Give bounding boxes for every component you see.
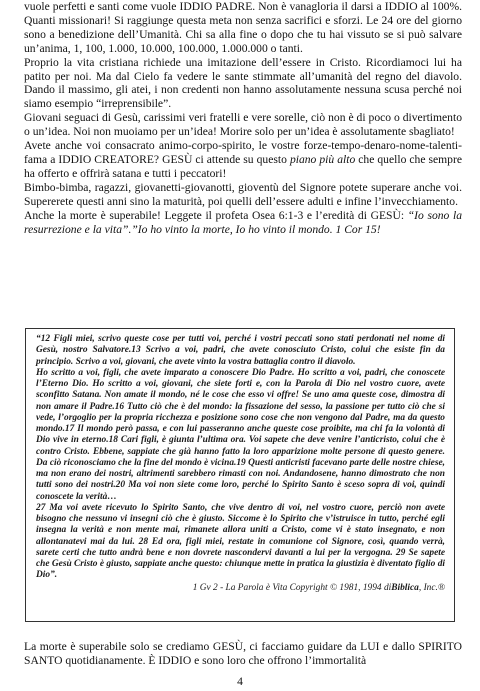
consecration-text: Avete anche voi consacrato animo-corpo-spirito, le vostre forze-tempo-denaro-nome-talenti-fama a IDDIO CREATORE? GESÙ ci attende su questo — [24, 139, 462, 166]
reference-lead: Anche la morte è superabile! Leggete il profeta Osea 6:1-3 e l’eredità di GESÙ: — [24, 208, 408, 222]
paragraph-young-followers: Giovani seguaci di Gesù, carissimi veri fratelli e vere sorelle, ciò non è di poco o divertimento o un’idea. Noi non muoiamo per un’idea! Morire solo per un’idea è assolutamente sbagliato! — [24, 111, 462, 139]
consecration-tail: che quello che sempre ha offerto e offrirà satana e tutti i peccatori! — [24, 152, 462, 180]
scripture-citation — [36, 583, 445, 594]
paragraph-christian-life: Proprio la vita cristiana richiede una imitazione dell’essere in Cristo. Ricordiamoci lui ha patito per noi. Ma dal Cielo fa vedere le sante stimmate all’umanità del regno del diavolo. Dando il massimo, gli atei, i non credenti non hanno assolutamente nessuna scusa perché noi siamo esempio “irreprensibile”. — [24, 55, 462, 111]
italic-emphasis: piano più alto — [289, 152, 356, 166]
closing-paragraph: La morte è superabile solo se crediamo GESÙ, ci facciamo guidare da LUI e dallo SPIRITO SANTO quotidianamente. È IDDIO e sono loro che offrono l’immortalità — [24, 640, 462, 667]
paragraph-youth: Bimbo-bimba, ragazzi, giovanetti-giovanotti, gioventù del Signore potete superare anche voi. Supererete questi anni sino la maturità, poi quelli dell’essere adulti e infine l’invecchiamento. — [24, 180, 462, 208]
paragraph-reference — [24, 209, 462, 237]
scripture-paragraph: Ho scritto a voi, figli, che avete imparato a conoscere Dio Padre. Ho scritto a voi, padri, che conoscete l’Eterno Dio. Ho scritto a voi, giovani, che siete forti e, con la Parola di Dio nel vostro cuore, avete sconfitto Satana. Non amate il mondo, né le cose che esso vi offre! Se uno ama queste cose, dimostra di non amare il Padre.16 Tutto ciò che è del mondo: la fissazione del sesso, la passione per tutto ciò che si vede, l’orgoglio per la propria ricchezza e posizione sono cose che non vengono dal Padre, ma da questo mondo.17 Il mondo però passa, e con lui passeranno anche queste cose proibite, ma chi fa la volontà di Dio vive in eterno.18 Cari figli, è giunta l’ultima ora. Voi sapete che deve venire l’anticristo, colui che è contro Cristo. Ebbene, sappiate che già hanno fatto la loro apparizione molte persone di questo genere. Da ciò riconosciamo che la fine del mondo è vicina.19 Questi anticristi facevano parte delle nostre chiese, ma non erano dei nostri, altrimenti sarebbero rimasti con noi. Andandosene, hanno dimostrato che non tutti sono dei nostri.20 Ma voi non siete come loro, perché lo Spirito Santo è sceso sopra di voi, quindi conoscete la verità… — [36, 367, 445, 502]
citation-prefix: 1 Gv 2 - La Parola è Vita Copyright © 1981, 1994 di — [192, 582, 392, 593]
scripture-paragraph: “12 Figli miei, scrivo queste cose per tutti voi, perché i vostri peccati sono stati perdonati nel nome di Gesù, nostro Salvatore.13 Scrivo a voi, padri, che avete conosciuto Cristo, colui che esiste fin da principio. Scrivo a voi, giovani, che avete vinto la vostra battaglia contro il diavolo. — [36, 334, 445, 367]
citation-brand: Biblica — [391, 582, 419, 593]
body-text — [24, 0, 462, 236]
scripture-quote-box — [25, 328, 455, 622]
citation-suffix: , Inc.® — [418, 582, 445, 593]
paragraph-consecration — [24, 139, 462, 181]
reference-quote: “Io sono la resurrezione e la vita”.”Io ho vinto la morte, Io ho vinto il mondo. 1 Cor 15! — [24, 208, 462, 236]
paragraph-intro: vuole perfetti e santi come vuole IDDIO PADRE. Non è vanagloria il darsi a IDDIO al 100%. Quanti missionari! Si raggiunge questa meta non senza sacrifici e sforzi. Le 24 ore del giorno sono a benedizione dell’Umanità. Chi sa alla fine o dopo che tu hai vissuto se si può salvare un’anima, 1, 100, 1.000, 10.000, 100.000, 1.000.000 o tanti. — [24, 0, 462, 55]
scripture-paragraph: 27 Ma voi avete ricevuto lo Spirito Santo, che vive dentro di voi, nel vostro cuore, perciò non avete bisogno che nessuno vi insegni ciò che è giusto. Siccome è lo Spirito che v’istruisce in tutto, perché egli insegna la verità e non mente mai, rimanete allora uniti a Cristo, come vi è stato insegnato, e non allontanatevi mai da lui. 28 Ed ora, figli miei, restate in comunione col Signore, così, quando verrà, sarete certi che tutto andrà bene e non dovrete nascondervi davanti a lui per la vergogna. 29 Se sapete che Gesù Cristo è giusto, sappiate anche questo: chiunque mette in pratica la giustizia è diventato figlio di Dio”. — [36, 502, 445, 581]
page-number: 4 — [237, 675, 243, 688]
